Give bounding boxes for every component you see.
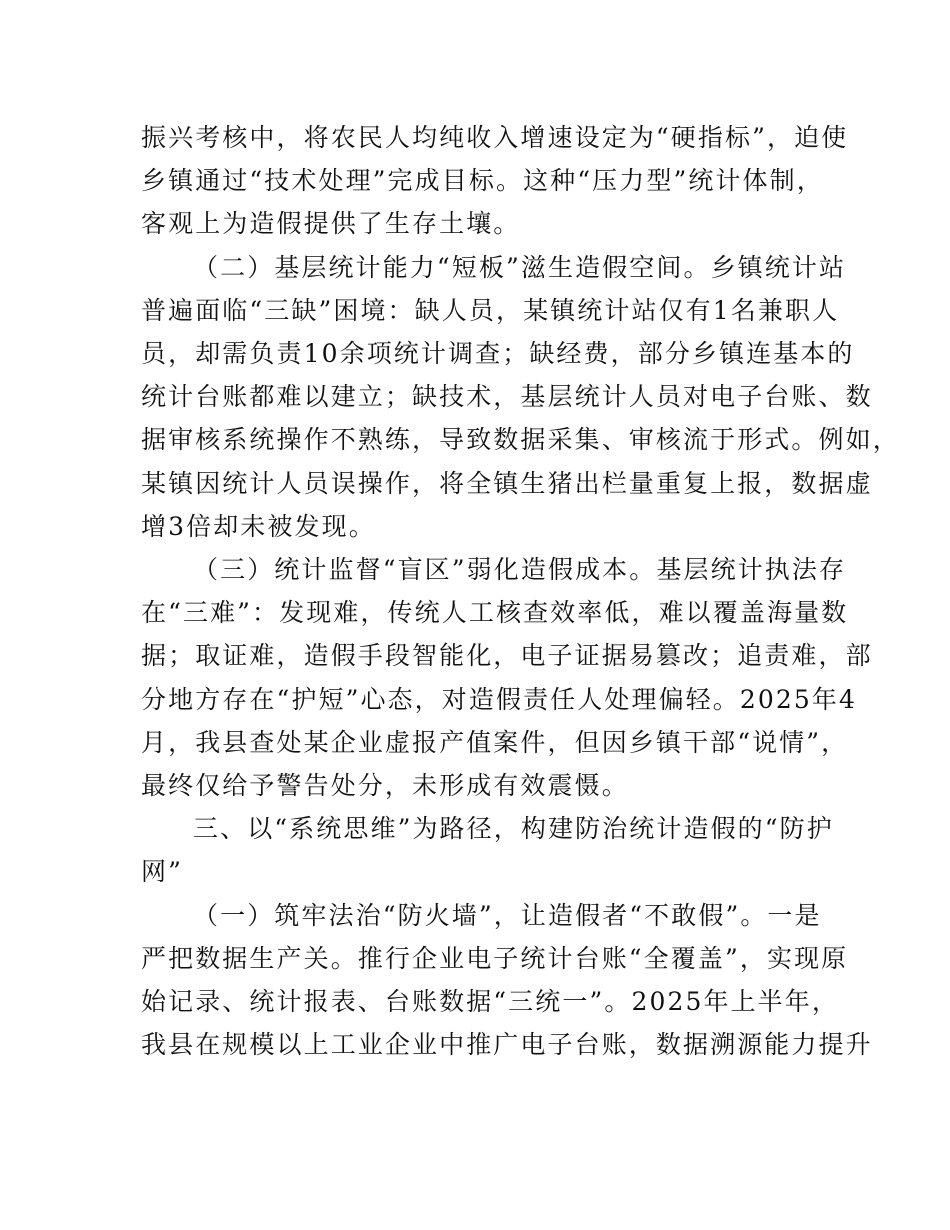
text-line: 始记录、统计报表、台账数据“三统一”。2025年上半年，: [141, 987, 839, 1017]
text-line: （一）筑牢法治“防火墙”，让造假者“不敢假”。一是: [193, 900, 822, 930]
document-body: [141, 116, 900, 1066]
text-line: 员，却需负责10余项统计调查；缺经费，部分乡镇连基本的: [141, 339, 855, 369]
text-line: 月，我县查处某企业虚报产值案件，但因乡镇干部“说情”，: [141, 727, 849, 757]
text-line: 我县在规模以上工业企业中推广电子台账，数据溯源能力提升: [141, 1030, 873, 1060]
text-line: 严把数据生产关。推行企业电子统计台账“全覆盖”，实现原: [141, 943, 849, 973]
section-heading-three: [141, 807, 834, 893]
paragraph-supervision-blindspot: [141, 548, 873, 807]
text-line: （三）统计监督“盲区”弱化造假成本。基层统计执法存: [193, 555, 847, 585]
paragraph-legal-firewall: [141, 894, 873, 1067]
text-line: 据；取证难，造假手段智能化，电子证据易篡改；追责难，部: [141, 641, 873, 671]
text-line: 网”: [141, 857, 183, 887]
text-line: 三、以“系统思维”为路径，构建防治统计造假的“防护: [193, 814, 834, 844]
text-line: 在“三难”：发现难，传统人工核查效率低，难以覆盖海量数: [141, 598, 849, 628]
text-line: 客观上为造假提供了生存土壤。: [141, 209, 521, 239]
text-line: 分地方存在“护短”心态，对造假责任人处理偏轻。2025年4: [141, 684, 857, 714]
text-line: 振兴考核中，将农民人均纯收入增速设定为“硬指标”，迫使: [141, 123, 849, 152]
paragraph-capacity-shortfall: [141, 246, 900, 548]
text-line: 据审核系统操作不熟练，导致数据采集、审核流于形式。例如，: [141, 425, 900, 455]
text-line: 最终仅给予警告处分，未形成有效震慑。: [141, 771, 629, 801]
text-line: 普遍面临“三缺”困境：缺人员，某镇统计站仅有1名兼职人: [141, 295, 840, 325]
text-line: 统计台账都难以建立；缺技术，基层统计人员对电子台账、数: [141, 382, 873, 412]
text-line: 增3倍却未被发现。: [141, 511, 376, 541]
text-line: （二）基层统计能力“短板”滋生造假空间。乡镇统计站: [193, 252, 847, 282]
text-line: 某镇因统计人员误操作，将全镇生猪出栏量重复上报，数据虚: [141, 468, 873, 498]
text-line: 乡镇通过“技术处理”完成目标。这种“压力型”统计体制，: [141, 166, 824, 196]
paragraph-continuation: [141, 116, 849, 246]
